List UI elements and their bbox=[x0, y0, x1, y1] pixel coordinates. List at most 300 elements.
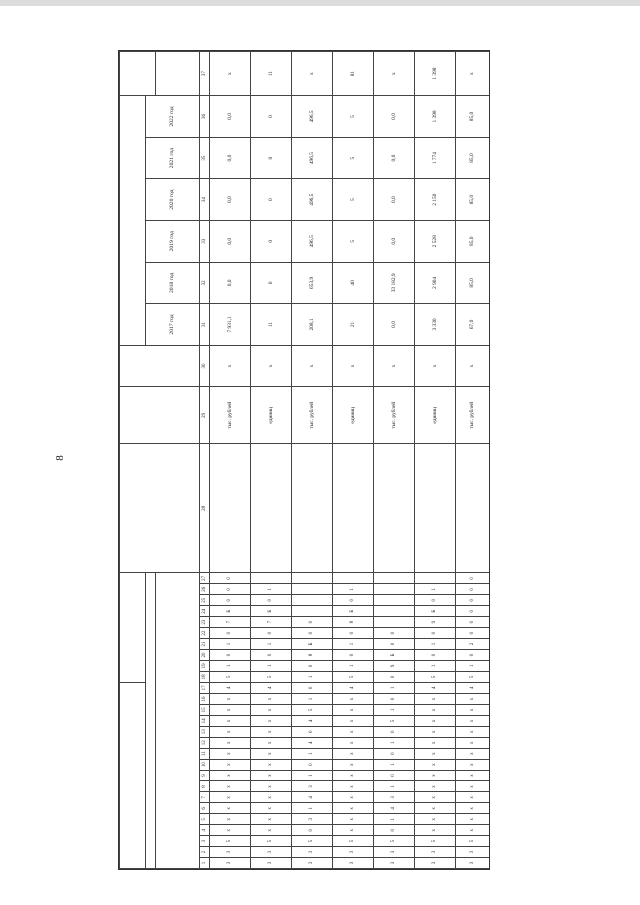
code-cell: Б bbox=[292, 639, 333, 650]
row-name-cell bbox=[333, 444, 374, 573]
code-cell: 1 bbox=[374, 814, 415, 825]
code-cell: 5 bbox=[210, 836, 251, 847]
code-cell: 0 bbox=[292, 682, 333, 693]
rotated-table-frame bbox=[118, 50, 490, 870]
code-cell: 4 bbox=[292, 715, 333, 726]
code-cell: 3 bbox=[292, 781, 333, 792]
code-cell: 1 bbox=[292, 803, 333, 814]
code-cell: 1 bbox=[333, 660, 374, 671]
row-year-value-cell: 11 bbox=[251, 304, 292, 346]
code-cell: 0 bbox=[456, 628, 490, 639]
code-cell: 1 bbox=[292, 748, 333, 759]
code-cell bbox=[374, 584, 415, 595]
code-cell: 5 bbox=[333, 836, 374, 847]
row-year-value-cell: 0 bbox=[251, 96, 292, 138]
column-number: 8 bbox=[200, 781, 210, 792]
code-cell: 3 bbox=[292, 847, 333, 858]
code-cell: 0 bbox=[374, 726, 415, 737]
code-cell: х bbox=[456, 737, 490, 748]
table-body bbox=[200, 52, 490, 869]
code-cell: Б bbox=[374, 650, 415, 661]
code-cell: х bbox=[251, 814, 292, 825]
column-number: 7 bbox=[200, 792, 210, 803]
code-cell: х bbox=[456, 814, 490, 825]
column-number: 3 bbox=[200, 836, 210, 847]
header-final-sub bbox=[156, 52, 200, 96]
code-cell bbox=[292, 595, 333, 606]
header-year-2021: 2021 год bbox=[146, 137, 200, 179]
code-cell: 5 bbox=[374, 836, 415, 847]
code-cell: 0 bbox=[374, 748, 415, 759]
code-cell: 3 bbox=[292, 814, 333, 825]
code-cell: 0 bbox=[415, 628, 456, 639]
header-final-value bbox=[120, 52, 156, 96]
code-cell: 0 bbox=[210, 584, 251, 595]
code-cell: 0 bbox=[251, 595, 292, 606]
header-unit bbox=[120, 387, 200, 444]
code-cell: Б bbox=[415, 606, 456, 617]
code-cell: 0 bbox=[374, 628, 415, 639]
column-number: 10 bbox=[200, 759, 210, 770]
code-cell: 1 bbox=[374, 737, 415, 748]
table-row bbox=[374, 52, 415, 869]
row-year-value-cell: 2 904 bbox=[415, 262, 456, 304]
code-cell: х bbox=[415, 803, 456, 814]
code-cell: 0 bbox=[292, 825, 333, 836]
header-year-2017: 2017 год bbox=[146, 304, 200, 346]
row-year-value-cell: 0,0 bbox=[210, 179, 251, 221]
code-cell: х bbox=[251, 726, 292, 737]
code-cell: х bbox=[415, 825, 456, 836]
code-cell: х bbox=[456, 759, 490, 770]
code-cell: 1 bbox=[292, 671, 333, 682]
row-name-cell bbox=[251, 444, 292, 573]
column-number: 31 bbox=[200, 304, 210, 346]
table-row bbox=[456, 52, 490, 869]
code-cell: Б bbox=[251, 606, 292, 617]
code-cell: 0 bbox=[292, 759, 333, 770]
code-cell: 5 bbox=[374, 715, 415, 726]
column-number: 36 bbox=[200, 96, 210, 138]
code-cell: 5 bbox=[456, 836, 490, 847]
column-number: 23 bbox=[200, 617, 210, 628]
header-codes-spacer bbox=[146, 573, 156, 869]
column-number: 26 bbox=[200, 584, 210, 595]
row-year-value-cell: 0,0 bbox=[374, 220, 415, 262]
column-number: 9 bbox=[200, 770, 210, 781]
row-year-value-cell: 85,0 bbox=[456, 179, 490, 221]
code-cell: 3 bbox=[333, 847, 374, 858]
rotated-table-content bbox=[119, 51, 489, 869]
code-cell: х bbox=[333, 737, 374, 748]
code-cell: 5 bbox=[251, 836, 292, 847]
row-final-value-cell: 81 bbox=[333, 52, 374, 96]
code-cell: 1 bbox=[292, 694, 333, 705]
code-cell: х bbox=[251, 770, 292, 781]
row-year-value-cell: 496,5 bbox=[292, 137, 333, 179]
row-year-value-cell: 5 bbox=[333, 179, 374, 221]
row-unit-cell: единиц bbox=[333, 387, 374, 444]
code-cell: Б bbox=[210, 606, 251, 617]
code-cell: 1 bbox=[456, 660, 490, 671]
row-final-value-cell: х bbox=[456, 52, 490, 96]
code-cell: 3 bbox=[210, 858, 251, 869]
code-cell: 0 bbox=[456, 606, 490, 617]
code-cell bbox=[374, 617, 415, 628]
code-cell: х bbox=[210, 748, 251, 759]
code-cell: 4 bbox=[456, 682, 490, 693]
row-year-value-cell: 496,5 bbox=[292, 96, 333, 138]
code-cell: х bbox=[333, 726, 374, 737]
code-cell: 4 bbox=[374, 803, 415, 814]
code-cell: 3 bbox=[415, 847, 456, 858]
code-cell: х bbox=[251, 704, 292, 715]
table-row bbox=[292, 52, 333, 869]
row-unit-cell: тыс. рублей bbox=[292, 387, 333, 444]
column-number: 27 bbox=[200, 573, 210, 584]
column-number: 5 bbox=[200, 814, 210, 825]
code-cell: 5 bbox=[456, 671, 490, 682]
code-cell bbox=[415, 573, 456, 584]
row-year-value-cell: 85,0 bbox=[456, 96, 490, 138]
code-cell: 0 bbox=[333, 628, 374, 639]
code-cell: х bbox=[415, 715, 456, 726]
code-cell: 3 bbox=[374, 792, 415, 803]
row-year-value-cell: 33 182,9 bbox=[374, 262, 415, 304]
column-number: 24 bbox=[200, 606, 210, 617]
code-cell: х bbox=[415, 726, 456, 737]
code-cell: х bbox=[210, 803, 251, 814]
code-cell: 3 bbox=[374, 858, 415, 869]
code-cell: 4 bbox=[251, 682, 292, 693]
code-cell: х bbox=[456, 715, 490, 726]
row-year-value-cell: 0,0 bbox=[374, 304, 415, 346]
code-cell: 0 bbox=[415, 595, 456, 606]
code-cell: 1 bbox=[210, 639, 251, 650]
header-years-group bbox=[120, 96, 146, 346]
code-cell: 7 bbox=[251, 617, 292, 628]
code-cell: 0 bbox=[251, 628, 292, 639]
code-cell: 1 bbox=[333, 584, 374, 595]
code-cell: 1 bbox=[415, 584, 456, 595]
code-cell: х bbox=[210, 825, 251, 836]
column-number: 37 bbox=[200, 52, 210, 96]
code-cell: 4 bbox=[292, 792, 333, 803]
row-financial-year-cell: х bbox=[251, 345, 292, 387]
code-cell: 0 bbox=[415, 650, 456, 661]
column-number: 19 bbox=[200, 660, 210, 671]
code-cell: 5 bbox=[292, 704, 333, 715]
row-year-value-cell: 0,0 bbox=[374, 96, 415, 138]
row-unit-cell: тыс. рублей bbox=[374, 387, 415, 444]
code-cell: х bbox=[210, 770, 251, 781]
code-cell: 0 bbox=[292, 726, 333, 737]
row-name-cell bbox=[210, 444, 251, 573]
code-cell: х bbox=[210, 726, 251, 737]
code-cell: х bbox=[210, 781, 251, 792]
code-cell: х bbox=[456, 770, 490, 781]
code-cell: х bbox=[333, 715, 374, 726]
code-cell: х bbox=[415, 781, 456, 792]
row-year-value-cell: 0,0 bbox=[210, 220, 251, 262]
header-program-name bbox=[120, 444, 200, 573]
row-year-value-cell: 7 931,1 bbox=[210, 304, 251, 346]
code-cell: 3 bbox=[456, 858, 490, 869]
code-cell: х bbox=[456, 781, 490, 792]
row-name-cell bbox=[374, 444, 415, 573]
row-unit-cell: единиц bbox=[251, 387, 292, 444]
column-number: 16 bbox=[200, 694, 210, 705]
row-year-value-cell: 0 bbox=[251, 220, 292, 262]
code-cell: 5 bbox=[333, 671, 374, 682]
header-codes-group bbox=[120, 682, 146, 868]
code-cell: х bbox=[456, 803, 490, 814]
code-cell: х bbox=[251, 759, 292, 770]
code-cell: х bbox=[333, 770, 374, 781]
row-financial-year-cell: х bbox=[292, 345, 333, 387]
row-final-value-cell: х bbox=[210, 52, 251, 96]
code-cell: 1 bbox=[374, 781, 415, 792]
column-number: 35 bbox=[200, 137, 210, 179]
code-cell: 4 bbox=[333, 682, 374, 693]
code-cell: 0 bbox=[251, 650, 292, 661]
column-number: 11 bbox=[200, 748, 210, 759]
code-cell: 0 bbox=[292, 628, 333, 639]
column-number: 13 bbox=[200, 726, 210, 737]
code-cell: х bbox=[415, 704, 456, 715]
row-financial-year-cell: х bbox=[415, 345, 456, 387]
code-cell: х bbox=[333, 781, 374, 792]
code-cell: 3 bbox=[292, 858, 333, 869]
code-cell: 0 bbox=[292, 660, 333, 671]
code-cell: х bbox=[415, 792, 456, 803]
code-cell: х bbox=[210, 704, 251, 715]
code-cell: х bbox=[415, 694, 456, 705]
code-cell: 4 bbox=[415, 682, 456, 693]
row-year-value-cell: 85,0 bbox=[456, 137, 490, 179]
code-cell: 3 bbox=[251, 858, 292, 869]
row-financial-year-cell: х bbox=[210, 345, 251, 387]
code-cell: х bbox=[210, 737, 251, 748]
column-number: 17 bbox=[200, 682, 210, 693]
code-cell: х bbox=[210, 814, 251, 825]
row-year-value-cell: 3 330 bbox=[415, 304, 456, 346]
row-year-value-cell: 0 bbox=[251, 262, 292, 304]
row-year-value-cell: 2 528 bbox=[415, 220, 456, 262]
code-cell: х bbox=[251, 803, 292, 814]
code-cell: 5 bbox=[415, 671, 456, 682]
code-cell: 1 bbox=[251, 584, 292, 595]
code-cell: 5 bbox=[415, 836, 456, 847]
table-row bbox=[210, 52, 251, 869]
row-unit-cell: тыс. рублей bbox=[210, 387, 251, 444]
column-number: 28 bbox=[200, 444, 210, 573]
row-name-cell bbox=[292, 444, 333, 573]
code-cell: х bbox=[210, 792, 251, 803]
code-cell: х bbox=[333, 803, 374, 814]
column-number: 20 bbox=[200, 650, 210, 661]
code-cell: х bbox=[210, 694, 251, 705]
code-cell: 1 bbox=[210, 660, 251, 671]
code-cell: 1 bbox=[251, 639, 292, 650]
row-year-value-cell: 5 bbox=[333, 220, 374, 262]
row-year-value-cell: 1 774 bbox=[415, 137, 456, 179]
code-cell: 9 bbox=[374, 660, 415, 671]
row-year-value-cell: 5 bbox=[333, 137, 374, 179]
code-cell: х bbox=[333, 759, 374, 770]
column-number: 12 bbox=[200, 737, 210, 748]
table-row bbox=[333, 52, 374, 869]
code-cell: 1 bbox=[374, 704, 415, 715]
code-cell: х bbox=[333, 694, 374, 705]
column-numbers-row bbox=[200, 52, 210, 869]
header-admin-code bbox=[120, 573, 146, 682]
code-cell: х bbox=[210, 759, 251, 770]
row-name-cell bbox=[415, 444, 456, 573]
code-cell: х bbox=[415, 770, 456, 781]
row-year-value-cell: 21 bbox=[333, 304, 374, 346]
code-cell: 0 bbox=[292, 617, 333, 628]
row-year-value-cell: 5 bbox=[333, 96, 374, 138]
code-cell: 0 bbox=[333, 595, 374, 606]
code-cell: 1 bbox=[292, 770, 333, 781]
column-number: 18 bbox=[200, 671, 210, 682]
code-cell: х bbox=[210, 715, 251, 726]
table-row bbox=[415, 52, 456, 869]
header-year-2018: 2018 год bbox=[146, 262, 200, 304]
column-number: 34 bbox=[200, 179, 210, 221]
column-number: 1 bbox=[200, 858, 210, 869]
code-cell: х bbox=[251, 715, 292, 726]
code-cell: х bbox=[333, 825, 374, 836]
code-cell: 3 bbox=[374, 847, 415, 858]
code-cell: 8 bbox=[292, 650, 333, 661]
row-final-value-cell: 1 398 bbox=[415, 52, 456, 96]
code-cell bbox=[292, 606, 333, 617]
code-cell: 0 bbox=[374, 694, 415, 705]
row-year-value-cell: 496,5 bbox=[292, 220, 333, 262]
row-year-value-cell: 1 398 bbox=[415, 96, 456, 138]
code-cell: х bbox=[333, 814, 374, 825]
code-cell bbox=[374, 606, 415, 617]
code-cell: х bbox=[333, 748, 374, 759]
code-cell: 0 bbox=[374, 825, 415, 836]
code-cell bbox=[374, 595, 415, 606]
column-number: 21 bbox=[200, 639, 210, 650]
row-final-value-cell: х bbox=[292, 52, 333, 96]
column-number: 32 bbox=[200, 262, 210, 304]
code-cell: х bbox=[415, 814, 456, 825]
column-number: 22 bbox=[200, 628, 210, 639]
header-year-2022: 2022 год bbox=[146, 96, 200, 138]
row-final-value-cell: х bbox=[374, 52, 415, 96]
table-row bbox=[251, 52, 292, 869]
code-cell: 1 bbox=[333, 639, 374, 650]
header-year-2020: 2020 год bbox=[146, 179, 200, 221]
row-year-value-cell: 0,0 bbox=[374, 137, 415, 179]
row-year-value-cell: 653,9 bbox=[292, 262, 333, 304]
code-cell: 0 bbox=[456, 595, 490, 606]
code-cell: 3 bbox=[456, 847, 490, 858]
code-cell: х bbox=[251, 748, 292, 759]
code-cell: 0 bbox=[456, 584, 490, 595]
code-cell: 1 bbox=[251, 660, 292, 671]
code-cell: х bbox=[333, 704, 374, 715]
code-cell: 5 bbox=[210, 671, 251, 682]
code-cell: 2 bbox=[456, 639, 490, 650]
code-cell: 0 bbox=[333, 650, 374, 661]
code-cell: 9 bbox=[415, 617, 456, 628]
row-year-value-cell: 0 bbox=[251, 137, 292, 179]
code-cell: 0 bbox=[210, 650, 251, 661]
code-cell: х bbox=[456, 694, 490, 705]
row-year-value-cell: 40 bbox=[333, 262, 374, 304]
code-cell: 7 bbox=[210, 617, 251, 628]
code-cell: 4 bbox=[292, 737, 333, 748]
code-cell: 3 bbox=[333, 858, 374, 869]
code-cell: 0 bbox=[374, 639, 415, 650]
code-cell: 4 bbox=[210, 682, 251, 693]
row-financial-year-cell: х bbox=[374, 345, 415, 387]
code-cell: х bbox=[415, 748, 456, 759]
row-year-value-cell: 85,0 bbox=[456, 220, 490, 262]
row-unit-cell: единиц bbox=[415, 387, 456, 444]
scan-edge-strip bbox=[0, 0, 640, 6]
code-cell: 1 bbox=[374, 682, 415, 693]
code-cell: 3 bbox=[415, 858, 456, 869]
header-financial-year bbox=[120, 345, 200, 387]
row-name-cell bbox=[456, 444, 490, 573]
code-cell: х bbox=[415, 737, 456, 748]
code-cell: 0 bbox=[456, 617, 490, 628]
code-cell: х bbox=[456, 825, 490, 836]
code-cell: 5 bbox=[292, 836, 333, 847]
code-cell: х bbox=[251, 781, 292, 792]
code-cell bbox=[251, 573, 292, 584]
code-cell: 1 bbox=[415, 660, 456, 671]
code-cell: х bbox=[251, 694, 292, 705]
code-cell: 5 bbox=[251, 671, 292, 682]
column-number: 30 bbox=[200, 345, 210, 387]
row-year-value-cell: 0,0 bbox=[210, 137, 251, 179]
row-financial-year-cell: х bbox=[333, 345, 374, 387]
column-number: 2 bbox=[200, 847, 210, 858]
code-cell: х bbox=[251, 825, 292, 836]
code-cell: х bbox=[415, 759, 456, 770]
program-indicators-table bbox=[119, 51, 490, 869]
code-cell: 0 bbox=[456, 650, 490, 661]
row-year-value-cell: 0,0 bbox=[210, 96, 251, 138]
code-cell: 0 bbox=[210, 628, 251, 639]
row-unit-cell: тыс. рублей bbox=[456, 387, 490, 444]
row-year-value-cell: 496,5 bbox=[292, 179, 333, 221]
header-year-2019: 2019 год bbox=[146, 220, 200, 262]
code-cell: 3 bbox=[210, 847, 251, 858]
column-number: 4 bbox=[200, 825, 210, 836]
header-code-labels bbox=[156, 573, 200, 869]
row-year-value-cell: 67,0 bbox=[456, 304, 490, 346]
code-cell: Б bbox=[333, 606, 374, 617]
column-number: 25 bbox=[200, 595, 210, 606]
code-cell: 0 bbox=[374, 770, 415, 781]
column-number: 33 bbox=[200, 220, 210, 262]
code-cell: х bbox=[456, 792, 490, 803]
column-number: 6 bbox=[200, 803, 210, 814]
code-cell: 0 bbox=[210, 595, 251, 606]
column-number: 14 bbox=[200, 715, 210, 726]
code-cell: 8 bbox=[333, 617, 374, 628]
row-year-value-cell: 0 bbox=[251, 179, 292, 221]
